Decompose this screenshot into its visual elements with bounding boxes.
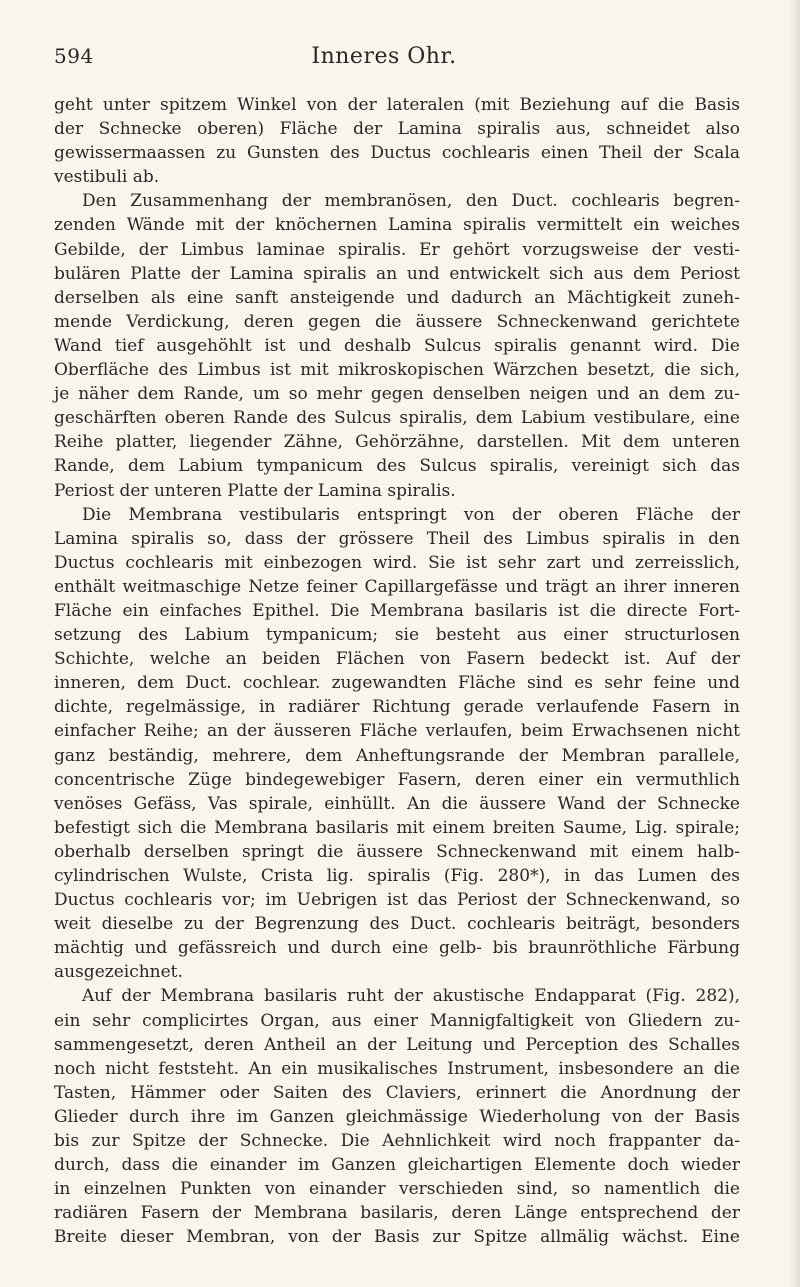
text-line: zenden Wände mit der knöchernen Lamina spiralis vermittelt ein weiches [54,215,740,236]
text-line: geschärften oberen Rande des Sulcus spiralis, dem Labium vestibulare, eine [54,408,740,429]
text-line: Rande, dem Labium tympanicum des Sulcus spiralis, vereinigt sich das [54,456,740,477]
text-line: ein sehr complicirtes Organ, aus einer Mannigfaltigkeit von Gliedern zu- [54,1010,740,1031]
text-line: inneren, dem Duct. cochlear. zugewandten Fläche sind es sehr feine und [54,673,740,694]
text-line: Reihe platter, liegender Zähne, Gehörzähne, darstellen. Mit dem unteren [54,432,740,453]
text-line: derselben als eine sanft ansteigende und dadurch an Mächtigkeit zuneh- [54,287,740,308]
text-line: in einzelnen Punkten von einander verschieden sind, so namentlich die [54,1179,740,1200]
text-line: enthält weitmaschige Netze feiner Capillargefässe und trägt an ihrer inneren [54,576,740,597]
text-line: gewissermaassen zu Gunsten des Ductus cochlearis einen Theil der Scala [54,143,740,164]
text-line: concentrische Züge bindegewebiger Fasern, deren einer ein vermuthlich [54,769,740,790]
text-line: Gebilde, der Limbus laminae spiralis. Er gehört vorzugsweise der vesti- [54,239,740,260]
text-line: Tasten, Hämmer oder Saiten des Claviers, erinnert die Anordnung der [54,1082,740,1103]
text-line: bulären Platte der Lamina spiralis an und entwickelt sich aus dem Periost [54,263,740,284]
text-line: Den Zusammenhang der membranösen, den Duct. cochlearis begren- [82,191,740,212]
text-line: sammengesetzt, deren Antheil an der Leitung und Perception des Schalles [54,1034,740,1055]
text-line: bis zur Spitze der Schnecke. Die Aehnlichkeit wird noch frappanter da- [54,1131,740,1152]
text-line: cylindrischen Wulste, Crista lig. spiralis (Fig. 280*), in das Lumen des [54,866,740,886]
text-line: mende Verdickung, deren gegen die äussere Schneckenwand gerichtete [54,311,740,332]
page-number: 594 [54,44,94,68]
text-line: geht unter spitzem Winkel von der lateralen (mit Beziehung auf die Basis [54,95,740,115]
text-line: ausgezeichnet. [54,962,183,983]
text-line: Periost der unteren Platte der Lamina spiralis. [54,480,456,501]
text-line: dichte, regelmässige, in radiärer Richtung gerade verlaufende Fasern in [54,697,740,718]
text-line: Fläche ein einfaches Epithel. Die Membrana basilaris ist die directe Fort- [54,600,740,621]
paragraph [54,93,740,189]
text-line: radiären Fasern der Membrana basilaris, deren Länge entsprechend der [54,1203,740,1224]
text-line: je näher dem Rande, um so mehr gegen denselben neigen und an dem zu- [54,384,740,405]
text-line: Lamina spiralis so, dass der grössere Theil des Limbus spiralis in den [54,528,740,549]
page-header [54,44,714,80]
text-line: mächtig und gefässreich und durch eine gelb- bis braunröthliche Färbung [54,938,740,959]
text-line: Wand tief ausgehöhlt ist und deshalb Sulcus spiralis genannt wird. Die [54,335,740,356]
text-line: venöses Gefäss, Vas spirale, einhüllt. An die äussere Wand der Schnecke [54,793,740,814]
text-line: vestibuli ab. [54,167,160,188]
running-head: Inneres Ohr. [311,44,457,69]
text-line: Auf der Membrana basilaris ruht der akustische Endapparat (Fig. 282), [82,986,740,1007]
text-line: Schichte, welche an beiden Flächen von Fasern bedeckt ist. Auf der [54,649,740,670]
text-line: durch, dass die einander im Ganzen gleichartigen Elemente doch wieder [54,1155,740,1176]
text-line: befestigt sich die Membrana basilaris mit einem breiten Saume, Lig. spirale; [54,817,740,838]
text-line: der Schnecke oberen) Fläche der Lamina spiralis aus, schneidet also [54,119,740,140]
text-line: Breite dieser Membran, von der Basis zur Spitze allmälig wächst. Eine [54,1227,740,1248]
text-line: Ductus cochlearis vor; im Uebrigen ist das Periost der Schneckenwand, so [54,890,740,911]
text-line: Ductus cochlearis mit einbezogen wird. Sie ist sehr zart und zerreisslich, [54,552,740,573]
text-line: Die Membrana vestibularis entspringt von der oberen Fläche der [82,504,740,525]
text-line: Glieder durch ihre im Ganzen gleichmässige Wiederholung von der Basis [54,1106,740,1127]
text-line: noch nicht feststeht. An ein musikalisches Instrument, insbesondere an die [54,1058,740,1079]
text-line: Oberfläche des Limbus ist mit mikroskopischen Wärzchen besetzt, die sich, [54,360,740,381]
text-line: ganz beständig, mehrere, dem Anheftungsrande der Membran parallele, [54,745,740,766]
text-line: setzung des Labium tympanicum; sie besteht aus einer structurlosen [54,625,740,646]
text-line: einfacher Reihe; an der äusseren Fläche verlaufen, beim Erwachsenen nicht [54,721,740,742]
paragraph [54,189,740,502]
paragraph [54,503,740,985]
paragraph [54,984,740,1249]
text-line: weit dieselbe zu der Begrenzung des Duct. cochlearis beiträgt, besonders [54,914,740,935]
body-text [54,93,740,1250]
page-edge-shadow [788,0,800,1287]
text-line: oberhalb derselben springt die äussere Schneckenwand mit einem halb- [54,841,740,862]
